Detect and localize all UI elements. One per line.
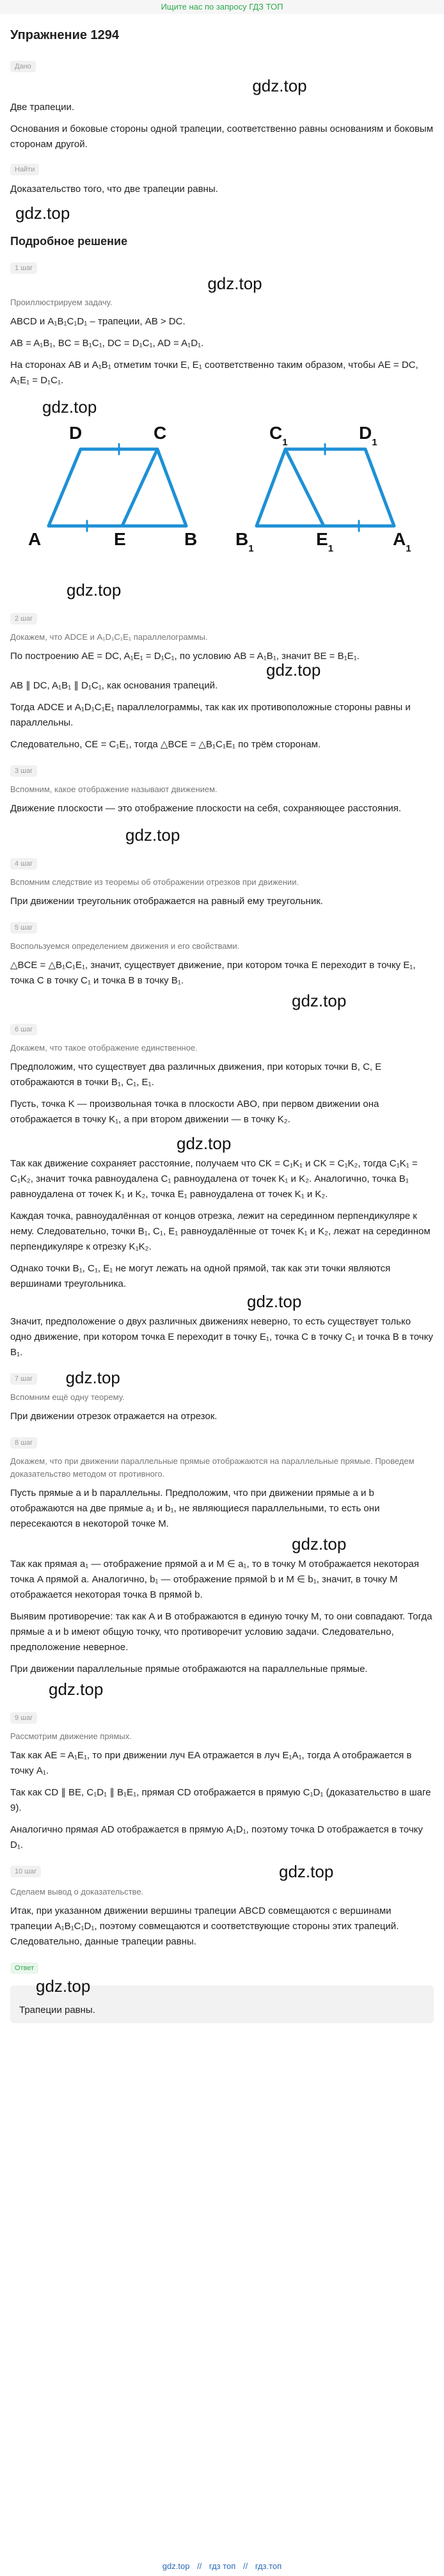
step-1-note: Проиллюстрируем задачу.: [10, 298, 113, 307]
step-8-line-1: Пусть прямые a и b параллельны. Предположим, что при движении прямые a и b отображаются на две прямые a₁ и b₁, не являющиеся параллельными, то есть они пересекаются в некоторой точке M.: [10, 1488, 380, 1529]
step-3-label: 3 шаг: [10, 765, 37, 777]
watermark-figure: gdz.top: [42, 397, 97, 417]
label-c: C: [154, 423, 167, 443]
watermark-given: gdz.top: [252, 76, 307, 95]
step-6-line-4: Каждая точка, равноудалённая от концов отрезка, лежит на серединном перпендикуляре к нему. Следовательно, точки B₁, C₁, E₁ равноудалённые от точек K₁ и K₂, лежат на серединном перпендикуляре к отрезку K₁K₂.: [10, 1211, 431, 1252]
watermark-answer: gdz.top: [36, 1976, 91, 1996]
top-banner: Ищите нас по запросу ГДЗ ТОП: [0, 0, 444, 14]
step-4-note: Вспомним следствие из теоремы об отображении отрезков при движении.: [10, 877, 299, 887]
watermark-step2: gdz.top: [266, 660, 321, 680]
footer-separator-1: //: [197, 2561, 202, 2571]
step-6: [10, 1019, 434, 1360]
step-1-line-3: На сторонах AB и A₁B₁ отметим точки E, E₁ соответственно таким образом, чтобы AE = DC, A₁E₁ = D₁C₁.: [10, 360, 418, 386]
given-line-2: Основания и боковые стороны одной трапеции, соответственно равны основаниям и боковым сторонам другой.: [10, 123, 434, 150]
step-8-note: Докажем, что при движении параллельные прямые отображаются на параллельные прямые. Проведем доказательство методом от противного.: [10, 1456, 415, 1479]
left-trapezoid: [49, 444, 186, 531]
step-1-line-1: ABCD и A₁B₁C₁D₁ – трапеции, AB > DC.: [10, 316, 186, 327]
step-4-label: 4 шаг: [10, 858, 37, 870]
step-8-line-2: Так как прямая a₁ — отображение прямой a и M ∈ a₁, то в точку M отображается некоторая точка A прямой a. Аналогично, b₁ — отображение прямой b и M ∈ b₁, значит, в точку M отображается некоторая точка B прямой b.: [10, 1559, 420, 1600]
step-2-line-4: Следовательно, CE = C₁E₁, тогда △BCE = △B₁C₁E₁ по трём сторонам.: [10, 739, 321, 750]
step-2: [10, 608, 434, 752]
step-6-line-5: Однако точки B₁, C₁, E₁ не могут лежать на одной прямой, так как эти точки являются вершинами треугольника.: [10, 1263, 391, 1289]
label-b: B: [184, 529, 198, 549]
label-a: A: [28, 529, 42, 549]
footer-link-1[interactable]: gdz.top: [162, 2561, 190, 2571]
watermark-after-figure: gdz.top: [67, 580, 122, 600]
footer-links: [0, 2561, 444, 2571]
step-5-line-1: △BCE = △B₁C₁E₁, значит, существует движение, при котором точка E переходит в точку E₁, точка C в точку C₁ и точка B в точку B₁.: [10, 960, 416, 986]
page-content: [0, 28, 444, 2023]
step-5-label: 5 шаг: [10, 922, 37, 934]
step-8-line-4: При движении параллельные прямые отображаются на параллельные прямые.: [10, 1664, 368, 1674]
step-7-label: 7 шаг: [10, 1373, 37, 1385]
step-7: [10, 1368, 434, 1424]
label-a1: $A_1$: [393, 529, 411, 552]
step-9-note: Рассмотрим движение прямых.: [10, 1731, 132, 1741]
left-trapezoid-outline: [49, 449, 186, 526]
step-8-line-3: Выявим противоречие: так как A и B отображаются в единую точку M, то они совпадают. Тогда прямые a и b имеют общую точку, что противоречит условию задачи. Следовательно, предположение неверное.: [10, 1611, 432, 1653]
given-label: Дано: [10, 61, 36, 72]
step-10-label: 10 шаг: [10, 1866, 41, 1877]
footer-link-3[interactable]: гдз.топ: [255, 2561, 282, 2571]
watermark-step10: gdz.top: [279, 1862, 334, 1881]
step-8: [10, 1432, 434, 1699]
step-2-line-3: Тогда ADCE и A₁D₁C₁E₁ параллелограммы, так как их противоположные стороны равны и параллельны.: [10, 702, 411, 728]
step-2-label: 2 шаг: [10, 613, 37, 624]
right-segment-c1e1: [285, 449, 324, 526]
step-1-line-2: AB = A₁B₁, BC = B₁C₁, DC = D₁C₁, AD = A₁D₁.: [10, 338, 204, 349]
step-3-note: Вспомним, какое отображение называют движением.: [10, 784, 218, 794]
step-1: [10, 257, 434, 600]
step-9-line-3: Аналогично прямая AD отображается в прямую A₁D₁, поэтому точка D отображается в точку D₁.: [10, 1824, 423, 1850]
step-7-note: Вспомним ещё одну теорему.: [10, 1392, 125, 1402]
watermark-step3: gdz.top: [125, 825, 180, 845]
step-4: [10, 853, 434, 909]
right-trapezoid-outline: [257, 449, 394, 526]
step-6-line-1: Предположим, что существует два различных движения, при которых точки B, C, E отображаются в точки B₁, C₁, E₁.: [10, 1061, 382, 1088]
step-10: [10, 1861, 434, 1950]
answer-box: [10, 1976, 434, 2023]
footer-link-2[interactable]: гдз топ: [209, 2561, 236, 2571]
step-6-line-6: Значит, предположение о двух различных движениях неверно, то есть существует только одно движение, при котором точка E переходит в точку E₁, точка C в точку C₁ и точка B в точку B₁.: [10, 1316, 433, 1358]
solution-title: Подробное решение: [10, 235, 128, 248]
step-2-line-1: По построению AE = DC, A₁E₁ = D₁C₁, по условию AB = A₁B₁, значит BE = B₁E₁.: [10, 651, 360, 662]
step-3-line-1: Движение плоскости — это отображение плоскости на себя, сохраняющее расстояния.: [10, 803, 402, 814]
step-1-label: 1 шаг: [10, 262, 37, 274]
step-2-line-2: AB ∥ DC, A₁B₁ ∥ D₁C₁, как основания трапеций.: [10, 680, 218, 691]
step-6-note: Докажем, что такое отображение единственное.: [10, 1043, 198, 1053]
label-d: D: [69, 423, 83, 443]
step-5-note: Воспользуемся определением движения и его свойствами.: [10, 941, 240, 951]
exercise-title: Упражнение 1294: [10, 28, 120, 42]
step-2-note: Докажем, что ADCE и A₁D₁C₁E₁ параллелограммы.: [10, 632, 208, 642]
label-d1: $D_1$: [359, 423, 377, 448]
right-trapezoid: [257, 444, 394, 531]
trapezoid-figure: [10, 417, 432, 552]
left-segment-ce: [122, 449, 157, 526]
label-b1: $B_1$: [235, 529, 254, 552]
step-6-label: 6 шаг: [10, 1024, 37, 1035]
answer-text: Трапеции равны.: [19, 2005, 95, 2015]
step-10-note: Сделаем вывод о доказательстве.: [10, 1887, 144, 1896]
watermark-step5: gdz.top: [292, 991, 347, 1010]
given-line-1: Две трапеции.: [10, 102, 75, 113]
watermark-step1: gdz.top: [207, 274, 262, 293]
step-6-line-2: Пусть, точка K — произвольная точка в плоскости ABO, при первом движении она отображается в точку K₁, а при втором движении — в точку K₂.: [10, 1099, 379, 1125]
step-9: [10, 1707, 434, 1853]
watermark-find: gdz.top: [15, 203, 70, 223]
watermark-step8b: gdz.top: [49, 1680, 104, 1699]
step-4-line-1: При движении треугольник отображается на равный ему треугольник.: [10, 896, 323, 907]
step-5: [10, 917, 434, 1011]
step-7-line-1: При движении отрезок отражается на отрезок.: [10, 1411, 218, 1422]
watermark-step6b: gdz.top: [247, 1292, 302, 1311]
step-3: [10, 760, 434, 845]
find-line: Доказательство того, что две трапеции равны.: [10, 184, 218, 195]
find-label: Найти: [10, 164, 39, 175]
label-e1: $E_1$: [316, 529, 334, 552]
step-9-label: 9 шаг: [10, 1712, 37, 1724]
answer-label: Ответ: [10, 1962, 38, 1974]
watermark-step8a: gdz.top: [292, 1534, 347, 1554]
label-e: E: [114, 529, 126, 549]
step-9-line-1: Так как AE = A₁E₁, то при движении луч EA отражается в луч E₁A₁, тогда A отображается в точку A₁.: [10, 1750, 412, 1776]
label-c1: $C_1$: [269, 423, 288, 448]
step-8-label: 8 шаг: [10, 1437, 37, 1449]
watermark-step6a: gdz.top: [177, 1134, 232, 1153]
step-6-line-3: Так как движение сохраняет расстояние, получаем что CK = C₁K₁ и CK = C₁K₂, тогда C₁K₁ = C₁K₂, значит точка равноудалена C₁ равноудалена от точек K₁ и K₂. Аналогично, точка B₁ равноудалена от точек K₁ и K₂, точка E₁ равноудалена от точек K₁ и K₂.: [10, 1158, 418, 1200]
footer-separator-2: //: [242, 2561, 248, 2571]
watermark-step7: gdz.top: [65, 1368, 120, 1388]
step-9-line-2: Так как CD ∥ BE, C₁D₁ ∥ B₁E₁, прямая CD отображается в прямую C₁D₁ (доказательство в шаге 9).: [10, 1787, 431, 1813]
step-10-line-1: Итак, при указанном движении вершины трапеции ABCD совмещаются с вершинами трапеции A₁B₁C₁D₁, поэтому совмещаются и соответствующие стороны этих трапеций. Следовательно, данные трапеции равны.: [10, 1905, 399, 1947]
